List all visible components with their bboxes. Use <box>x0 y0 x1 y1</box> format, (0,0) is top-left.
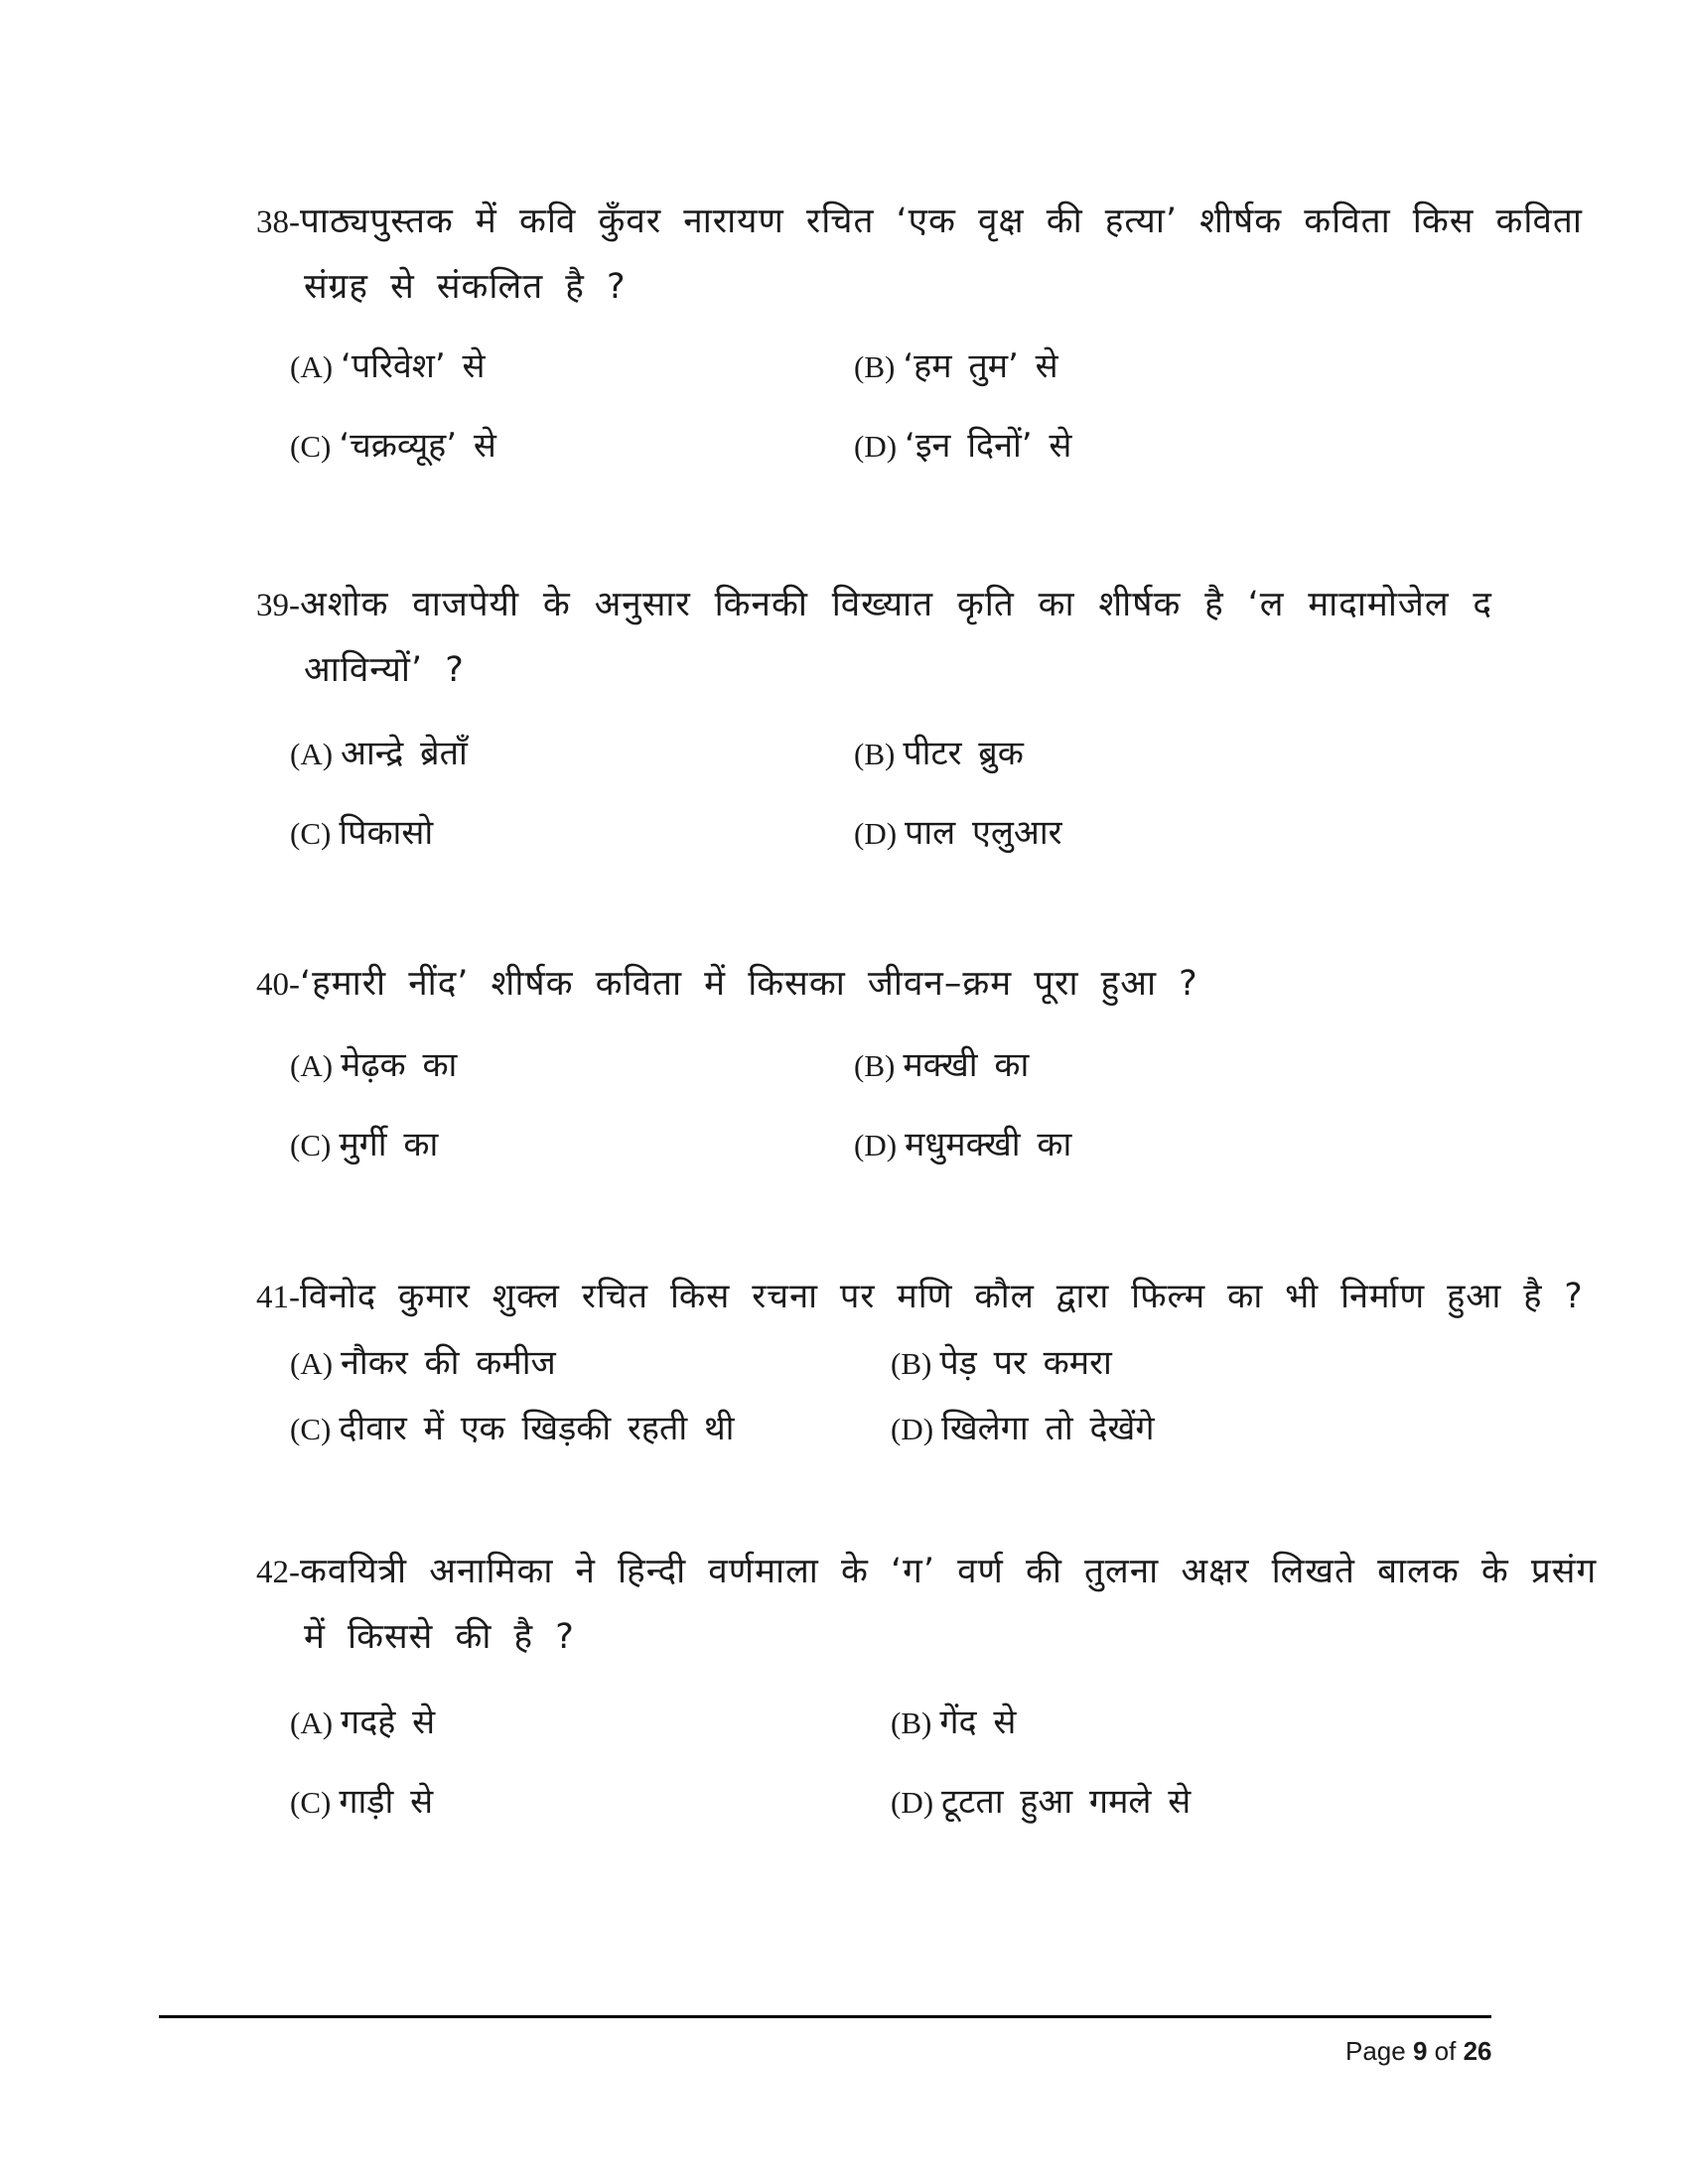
question-text: कवयित्री अनामिका ने हिन्दी वर्णमाला के ‘ग’ वर्ण की तुलना अक्षर लिखते बालक के प्रसंग <box>300 1552 1598 1591</box>
page-label: Page <box>1345 2036 1406 2066</box>
question-text: विनोद कुमार शुक्ल रचित किस रचना पर मणि कौल द्वारा फिल्म का भी निर्माण हुआ है ? <box>300 1277 1584 1316</box>
option-b: (B) पेड़ पर कमरा <box>891 1343 1112 1383</box>
current-page: 9 <box>1412 2036 1428 2066</box>
option-d: (D) टूटता हुआ गमले से <box>891 1782 1192 1822</box>
option-c: (C) ‘चक्रव्यूह’ से <box>290 426 496 466</box>
option-b: (B) पीटर ब्रुक <box>854 734 1024 773</box>
option-b: (B) गेंद से <box>891 1703 1017 1742</box>
option-a: (A) आन्द्रे ब्रेताँ <box>290 734 468 773</box>
page-number <box>1345 2033 1492 2069</box>
question-text-line <box>304 1614 575 1660</box>
question-text: आविन्यों’ ? <box>304 650 465 690</box>
question-text-line <box>256 1274 1584 1320</box>
option-a: (A) गदहे से <box>290 1703 436 1742</box>
option-a: (A) ‘परिवेश’ से <box>290 346 486 386</box>
question-text: पाठ्यपुस्तक में कवि कुँवर नारायण रचित ‘एक वृक्ष की हत्या’ शीर्षक कविता किस कविता <box>300 202 1583 241</box>
question-text: में किससे की है ? <box>304 1617 575 1657</box>
total-pages: 26 <box>1463 2036 1492 2066</box>
option-c: (C) गाड़ी से <box>290 1782 434 1822</box>
question-text: ‘हमारी नींद’ शीर्षक कविता में किसका जीवन–क्रम पूरा हुआ ? <box>300 964 1198 1004</box>
question-text-line <box>256 199 1583 245</box>
footer-rule <box>159 2015 1491 2018</box>
question-text: संग्रह से संकलित है ? <box>304 267 627 307</box>
question-text-line <box>304 264 627 310</box>
option-a: (A) नौकर की कमीज <box>290 1343 556 1383</box>
of-label: of <box>1434 2036 1457 2066</box>
question-text-line <box>256 1549 1598 1595</box>
option-a: (A) मेढ़क का <box>290 1045 458 1085</box>
question-number: 39- <box>256 588 300 623</box>
option-c: (C) पिकासो <box>290 813 434 853</box>
question-text-line <box>256 961 1198 1008</box>
option-d: (D) मधुमक्खी का <box>854 1125 1072 1164</box>
option-b: (B) ‘हम तुम’ से <box>854 346 1058 386</box>
option-d: (D) पाल एलुआर <box>854 813 1062 853</box>
question-number: 38- <box>256 205 300 240</box>
option-c: (C) दीवार में एक खिड़की रहती थी <box>290 1409 735 1448</box>
option-b: (B) मक्खी का <box>854 1045 1030 1085</box>
question-text: अशोक वाजपेयी के अनुसार किनकी विख्यात कृति का शीर्षक है ‘ल मादामोजेल द <box>300 585 1492 624</box>
question-number: 40- <box>256 967 300 1003</box>
option-c: (C) मुर्गी का <box>290 1125 439 1164</box>
option-d: (D) खिलेगा तो देखेंगे <box>891 1409 1155 1448</box>
question-number: 42- <box>256 1555 300 1590</box>
question-text-line <box>256 582 1492 628</box>
question-text-line <box>304 647 465 693</box>
question-number: 41- <box>256 1280 300 1315</box>
option-d: (D) ‘इन दिनों’ से <box>854 426 1072 466</box>
